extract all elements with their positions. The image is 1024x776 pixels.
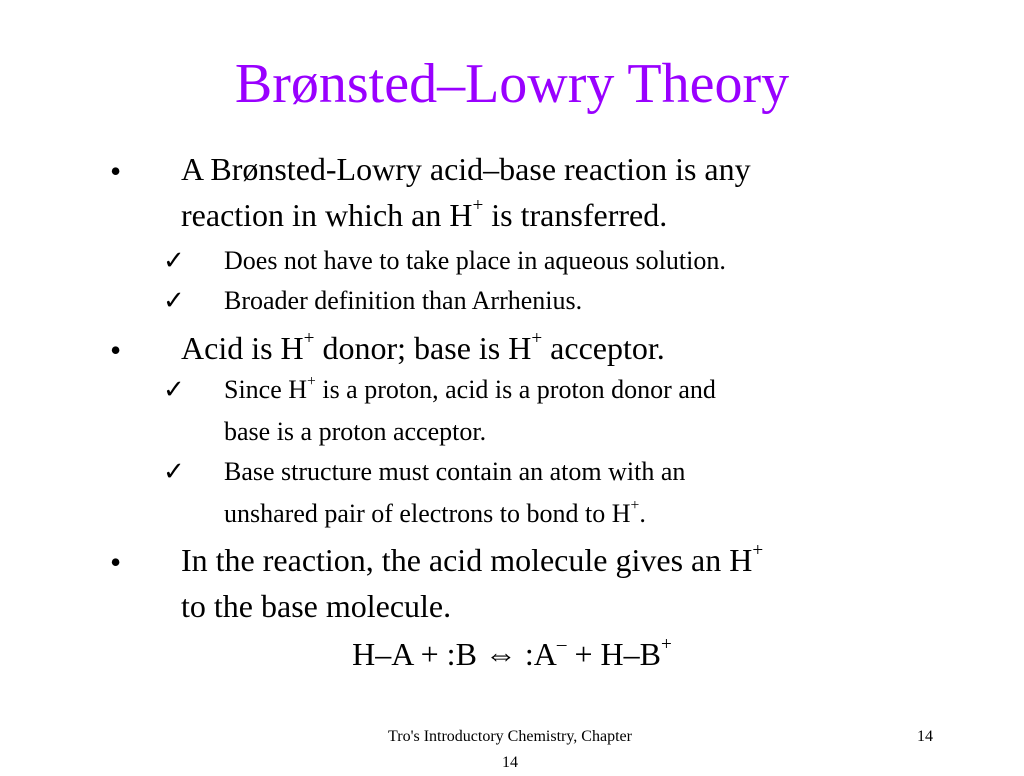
superscript-plus: +: [752, 540, 764, 562]
slide-footer: Tro's Introductory Chemistry, Chapter 14: [388, 728, 632, 771]
subbullet-4-text: Base structure must contain an atom with an unshared pair of electrons to bond to H+.: [224, 457, 686, 528]
superscript-plus: +: [661, 634, 672, 656]
reaction-equation: H–A + :B ⇔ :A– + H–B+: [352, 634, 672, 672]
subbullet-2-text: Broader definition than Arrhenius.: [224, 286, 583, 315]
superscript-plus: +: [472, 195, 484, 217]
page-number: 14: [917, 728, 933, 745]
subbullet-1-text: Does not have to take place in aqueous solution.: [224, 246, 726, 275]
subbullet-3-text: Since H+ is a proton, acid is a proton donor and base is a proton acceptor.: [224, 373, 716, 446]
check-icon: ✓: [163, 246, 185, 275]
bullet-marker: •: [110, 153, 122, 189]
superscript-plus: +: [630, 497, 640, 515]
bullet-3-text: In the reaction, the acid molecule gives an H+ to the base molecule.: [181, 540, 764, 624]
check-icon: ✓: [163, 286, 185, 315]
bullet-1-line-1: A Brønsted-Lowry acid–base reaction is any: [181, 151, 751, 187]
bullet-1-text: [181, 146, 941, 238]
superscript-plus: +: [307, 373, 316, 391]
bullet-1-line-2: reaction in which an H+ is transferred.: [181, 195, 668, 233]
superscript-minus: –: [556, 634, 567, 656]
bullet-marker: •: [110, 544, 122, 580]
bullet-marker: •: [110, 332, 122, 368]
equilibrium-arrow-icon: ⇔: [484, 636, 517, 672]
check-icon: ✓: [163, 375, 185, 404]
superscript-plus: +: [531, 328, 543, 350]
bullet-2-text: Acid is H+ donor; base is H+ acceptor.: [181, 328, 665, 366]
check-icon: ✓: [163, 457, 185, 486]
superscript-plus: +: [303, 328, 315, 350]
slide-title: Brønsted–Lowry Theory: [234, 53, 790, 115]
